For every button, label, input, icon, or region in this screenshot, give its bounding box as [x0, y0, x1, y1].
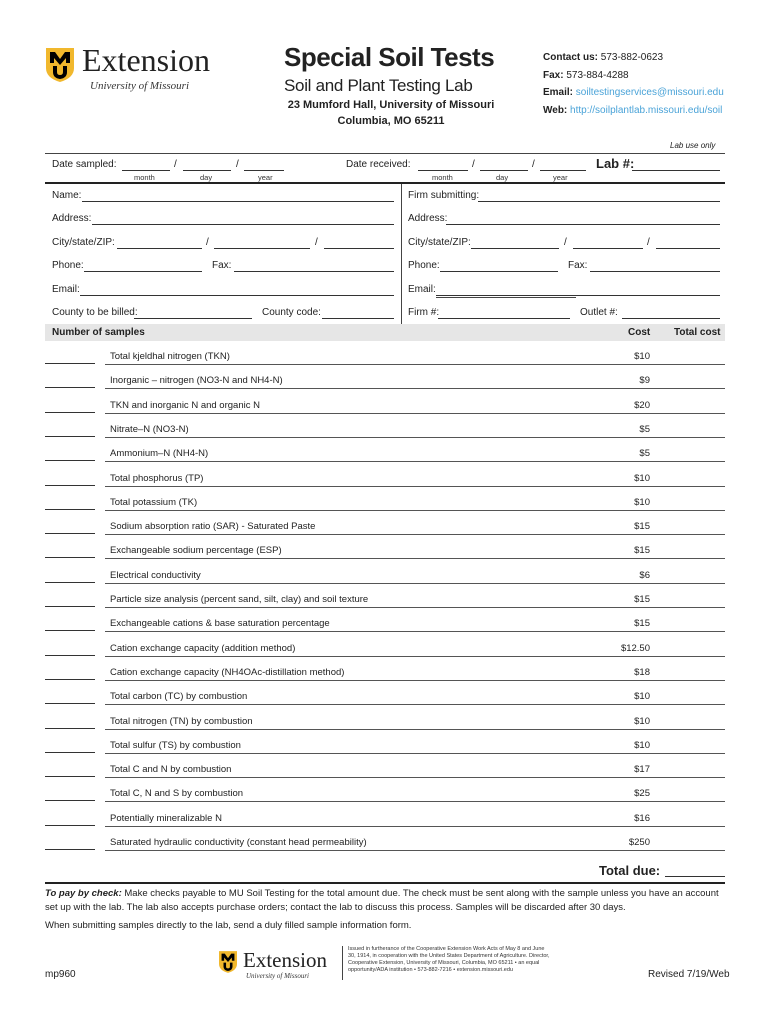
state-field[interactable] [214, 237, 310, 249]
sample-count-field[interactable] [45, 509, 95, 510]
test-cost: $10 [634, 715, 650, 727]
test-name: Exchangeable sodium percentage (ESP) [110, 545, 282, 557]
test-cost: $12.50 [620, 642, 650, 654]
sample-count-field[interactable] [45, 800, 95, 801]
row-total-field[interactable] [665, 826, 725, 827]
firm-city-slash-1: / [564, 237, 567, 248]
row-rule [105, 850, 725, 851]
row-rule [105, 558, 725, 559]
date-received-day-field[interactable] [480, 159, 528, 171]
contact-phone: 573-882-0623 [600, 52, 664, 63]
firm-phone-label: Phone: [408, 260, 440, 271]
sample-count-field[interactable] [45, 630, 95, 631]
row-rule [105, 388, 725, 389]
table-row [45, 806, 725, 830]
sample-count-field[interactable] [45, 606, 95, 607]
firm-label: Firm submitting: [408, 190, 480, 201]
top-divider [45, 153, 725, 154]
row-rule [105, 656, 725, 657]
table-header-bar [45, 324, 725, 341]
test-name: Total potassium (TK) [110, 496, 198, 508]
row-rule [105, 704, 725, 705]
test-name: Saturated hydraulic conductivity (constant head permeability) [110, 837, 367, 848]
test-name: Exchangeable cations & base saturation percentage [110, 618, 330, 630]
address-label: Address: [52, 213, 92, 224]
contact-fax-row [543, 70, 629, 81]
test-cost: $5 [639, 423, 650, 435]
sample-count-field[interactable] [45, 460, 95, 461]
brand-university: University of Missouri [90, 80, 189, 92]
row-total-field[interactable] [665, 510, 725, 511]
test-name: Total C and N by combustion [110, 764, 232, 776]
row-total-field[interactable] [665, 704, 725, 705]
firm-city-slash-2: / [647, 237, 650, 248]
footer-mu-logo [219, 951, 237, 973]
footer-brand: Extension [243, 948, 327, 972]
county-billed-field[interactable] [134, 307, 252, 319]
row-total-field[interactable] [665, 437, 725, 438]
contact-phone-row [543, 52, 663, 63]
firm-fax-field[interactable] [590, 260, 720, 272]
row-total-field[interactable] [665, 801, 725, 802]
web-label: Web: [543, 105, 568, 116]
table-row [45, 781, 725, 805]
date-sampled-label: Date sampled: [52, 159, 117, 170]
city-slash-1: / [206, 237, 209, 248]
firm-city-field[interactable] [471, 237, 559, 249]
form-code: mp960 [45, 969, 76, 980]
year-caption: year [258, 173, 273, 182]
row-rule [105, 486, 725, 487]
test-cost: $10 [634, 351, 650, 362]
table-row [45, 514, 725, 538]
firm-number-label: Firm #: [408, 307, 440, 318]
row-rule [105, 729, 725, 730]
row-total-field[interactable] [665, 850, 725, 851]
firm-state-field[interactable] [573, 237, 643, 249]
test-cost: $6 [639, 569, 650, 581]
test-cost: $9 [639, 375, 650, 387]
zip-field[interactable] [324, 237, 394, 249]
table-row [45, 563, 725, 587]
table-row [45, 757, 725, 781]
page-subtitle: Soil and Plant Testing Lab [284, 76, 473, 95]
sample-count-field[interactable] [45, 776, 95, 777]
row-total-field[interactable] [665, 364, 725, 365]
fax-field[interactable] [234, 260, 394, 272]
outlet-field[interactable] [622, 307, 720, 319]
footer-logo-divider [342, 946, 343, 980]
lab-number-label: Lab #: [596, 156, 635, 171]
lab-use-only-label: Lab use only [670, 141, 716, 150]
sample-count-field[interactable] [45, 533, 95, 534]
table-row [45, 587, 725, 611]
table-row [45, 684, 725, 708]
table-row [45, 490, 725, 514]
pay-text: Make checks payable to MU Soil Testing for the total amount due. The check must be sent along with the sample unless you have an account set up with the lab. The lab also accepts purchase orders; contact the lab to discuss this process. Samples will be discarded after 30 days. [45, 888, 719, 913]
firm-zip-field[interactable] [656, 237, 720, 249]
fax-value: 573-884-4288 [566, 70, 629, 81]
test-cost: $17 [634, 764, 650, 776]
table-row [45, 466, 725, 490]
row-rule [105, 461, 725, 462]
sample-count-field[interactable] [45, 849, 95, 850]
test-name: Cation exchange capacity (addition method) [110, 642, 296, 654]
table-row [45, 660, 725, 684]
contact-web-row [543, 105, 722, 116]
sample-count-field[interactable] [45, 703, 95, 704]
test-cost: $15 [634, 521, 650, 533]
submit-note: When submitting samples directly to the lab, send a duly filled sample information form. [45, 920, 412, 931]
test-cost: $5 [639, 448, 650, 460]
firm-field[interactable] [478, 190, 720, 202]
date-slash-1: / [174, 159, 177, 170]
date-sampled-day-field[interactable] [183, 159, 231, 171]
test-name: Electrical conductivity [110, 569, 201, 581]
fax-label: Fax: [543, 70, 564, 81]
revised-date: Revised 7/19/Web [648, 969, 730, 980]
row-rule [105, 583, 725, 584]
test-cost: $10 [634, 739, 650, 751]
row-total-field[interactable] [665, 413, 725, 414]
test-cost: $25 [634, 788, 650, 800]
table-row [45, 368, 725, 392]
date-sampled-year-field[interactable] [244, 159, 284, 171]
test-cost: $20 [634, 399, 650, 411]
test-cost: $15 [634, 594, 650, 605]
date-received-month-field[interactable] [418, 159, 468, 171]
lab-address-line1: 23 Mumford Hall, University of Missouri [287, 99, 495, 111]
test-name: Total nitrogen (TN) by combustion [110, 715, 253, 727]
column-divider [401, 184, 402, 324]
date-slash-3: / [472, 159, 475, 170]
total-due-label: Total due: [599, 863, 661, 878]
table-row [45, 393, 725, 417]
test-cost: $18 [634, 666, 650, 678]
test-cost: $10 [634, 691, 650, 703]
table-row [45, 344, 725, 368]
row-rule [105, 631, 725, 632]
test-name: TKN and inorganic N and organic N [110, 399, 260, 411]
row-total-field[interactable] [665, 607, 725, 608]
table-row [45, 441, 725, 465]
test-name: Total C, N and S by combustion [110, 788, 244, 800]
col-total-header: Total cost [674, 327, 721, 338]
day-caption-2: day [496, 173, 509, 182]
web-link[interactable]: http://soilplantlab.missouri.edu/soil [570, 105, 723, 116]
city-slash-2: / [315, 237, 318, 248]
row-rule [105, 801, 725, 802]
table-row [45, 538, 725, 562]
col-samples-header: Number of samples [52, 327, 145, 338]
mu-logo-icon [46, 48, 74, 82]
test-name: Total kjeldhal nitrogen (TKN) [110, 351, 230, 362]
county-code-field[interactable] [322, 307, 394, 319]
address-field[interactable] [92, 213, 394, 225]
email-link[interactable]: soiltestingservices@missouri.edu [575, 87, 724, 98]
row-total-field[interactable] [665, 558, 725, 559]
test-name: Inorganic – nitrogen (NO3-N and NH4-N) [110, 375, 283, 387]
test-name: Ammonium–N (NH4-N) [110, 448, 209, 460]
sample-count-field[interactable] [45, 728, 95, 729]
test-name: Total phosphorus (TP) [110, 472, 204, 484]
test-name: Nitrate–N (NO3-N) [110, 423, 189, 435]
mu-logo [46, 48, 74, 82]
section-divider [45, 182, 725, 184]
year-caption-2: year [553, 173, 568, 182]
row-total-field[interactable] [665, 753, 725, 754]
row-total-field[interactable] [665, 534, 725, 535]
footer-university: University of Missouri [246, 972, 309, 980]
test-name: Particle size analysis (percent sand, silt, clay) and soil texture [110, 594, 369, 605]
row-rule [105, 826, 725, 827]
firm-email-field[interactable] [436, 284, 720, 296]
test-name: Total carbon (TC) by combustion [110, 691, 248, 703]
table-row [45, 636, 725, 660]
sample-count-field[interactable] [45, 387, 95, 388]
sample-count-field[interactable] [45, 582, 95, 583]
footer-mu-logo-icon [219, 951, 237, 973]
row-total-field[interactable] [665, 729, 725, 730]
test-cost: $15 [634, 545, 650, 557]
row-rule [105, 777, 725, 778]
sample-count-field[interactable] [45, 825, 95, 826]
test-name: Cation exchange capacity (NH4OAc-distillation method) [110, 666, 345, 678]
table-row [45, 733, 725, 757]
contact-email-row [543, 87, 724, 98]
city-field[interactable] [117, 237, 202, 249]
row-rule [105, 364, 725, 365]
date-received-year-field[interactable] [540, 159, 586, 171]
city-label: City/state/ZIP: [52, 237, 115, 248]
test-name: Potentially mineralizable N [110, 812, 222, 824]
pay-label: To pay by check: [45, 888, 122, 899]
fax-field-label: Fax: [212, 260, 232, 271]
test-cost: $15 [634, 618, 650, 630]
row-rule [105, 510, 725, 511]
test-cost: $10 [634, 472, 650, 484]
footer-divider [45, 882, 725, 884]
firm-phone-field[interactable] [440, 260, 558, 272]
name-label: Name: [52, 190, 82, 201]
col-cost-header: Cost [628, 327, 651, 338]
name-field[interactable] [82, 190, 394, 202]
sample-count-field[interactable] [45, 412, 95, 413]
test-cost: $250 [628, 837, 650, 848]
row-rule [105, 437, 725, 438]
row-total-field[interactable] [665, 631, 725, 632]
sample-count-field[interactable] [45, 557, 95, 558]
table-row [45, 611, 725, 635]
email-field-label: Email: [52, 284, 80, 295]
date-received-label: Date received: [346, 159, 411, 170]
firm-fax-label: Fax: [568, 260, 588, 271]
firm-city-label: City/state/ZIP: [408, 237, 471, 248]
sample-count-field[interactable] [45, 485, 95, 486]
row-rule [105, 680, 725, 681]
test-name: Total sulfur (TS) by combustion [110, 739, 241, 751]
test-cost: $16 [634, 812, 650, 824]
firm-address-field[interactable] [446, 213, 720, 225]
firm-email-label: Email: [408, 284, 436, 295]
outlet-label: Outlet #: [580, 307, 618, 318]
day-caption: day [200, 173, 213, 182]
phone-label: Phone: [52, 260, 84, 271]
row-rule [105, 607, 725, 608]
table-row [45, 830, 725, 854]
month-caption: month [134, 173, 155, 182]
sample-count-field[interactable] [45, 679, 95, 680]
county-code-label: County code: [262, 307, 321, 318]
phone-field[interactable] [84, 260, 202, 272]
lab-address-line2: Columbia, MO 65211 [337, 115, 445, 127]
row-total-field[interactable] [665, 461, 725, 462]
month-caption-2: month [432, 173, 453, 182]
row-rule [105, 753, 725, 754]
brand-extension: Extension [82, 42, 210, 78]
payment-paragraph [45, 887, 725, 915]
table-row [45, 417, 725, 441]
row-rule [105, 413, 725, 414]
email-field[interactable] [80, 284, 394, 296]
row-total-field[interactable] [665, 656, 725, 657]
sample-count-field[interactable] [45, 436, 95, 437]
date-slash-2: / [236, 159, 239, 170]
table-row [45, 709, 725, 733]
date-sampled-month-field[interactable] [122, 159, 170, 171]
firm-email-underline [436, 297, 576, 298]
row-total-field[interactable] [665, 680, 725, 681]
total-due-field[interactable] [665, 865, 725, 877]
date-slash-4: / [532, 159, 535, 170]
row-total-field[interactable] [665, 583, 725, 584]
page-title: Special Soil Tests [284, 42, 495, 72]
row-total-field[interactable] [665, 486, 725, 487]
test-cost: $10 [634, 496, 650, 508]
firm-address-label: Address: [408, 213, 448, 224]
county-billed-label: County to be billed: [52, 307, 138, 318]
lab-number-field[interactable] [632, 159, 720, 171]
row-total-field[interactable] [665, 777, 725, 778]
sample-count-field[interactable] [45, 655, 95, 656]
row-rule [105, 534, 725, 535]
sample-count-field[interactable] [45, 363, 95, 364]
firm-number-field[interactable] [438, 307, 570, 319]
contact-label: Contact us: [543, 52, 598, 63]
test-name: Sodium absorption ratio (SAR) - Saturated Paste [110, 521, 316, 533]
footer-fine-print: Issued in furtherance of the Cooperative Extension Work Acts of May 8 and June 30, 1914, in cooperation with the United States Department of Agriculture. Director, Cooperative Extension, University of Missouri, Columbia, MO 65211 • an equal opportunity/ADA institution • 573-882-7216 • extension.missouri.edu [348, 946, 550, 973]
email-label: Email: [543, 87, 574, 98]
row-total-field[interactable] [665, 388, 725, 389]
sample-count-field[interactable] [45, 752, 95, 753]
